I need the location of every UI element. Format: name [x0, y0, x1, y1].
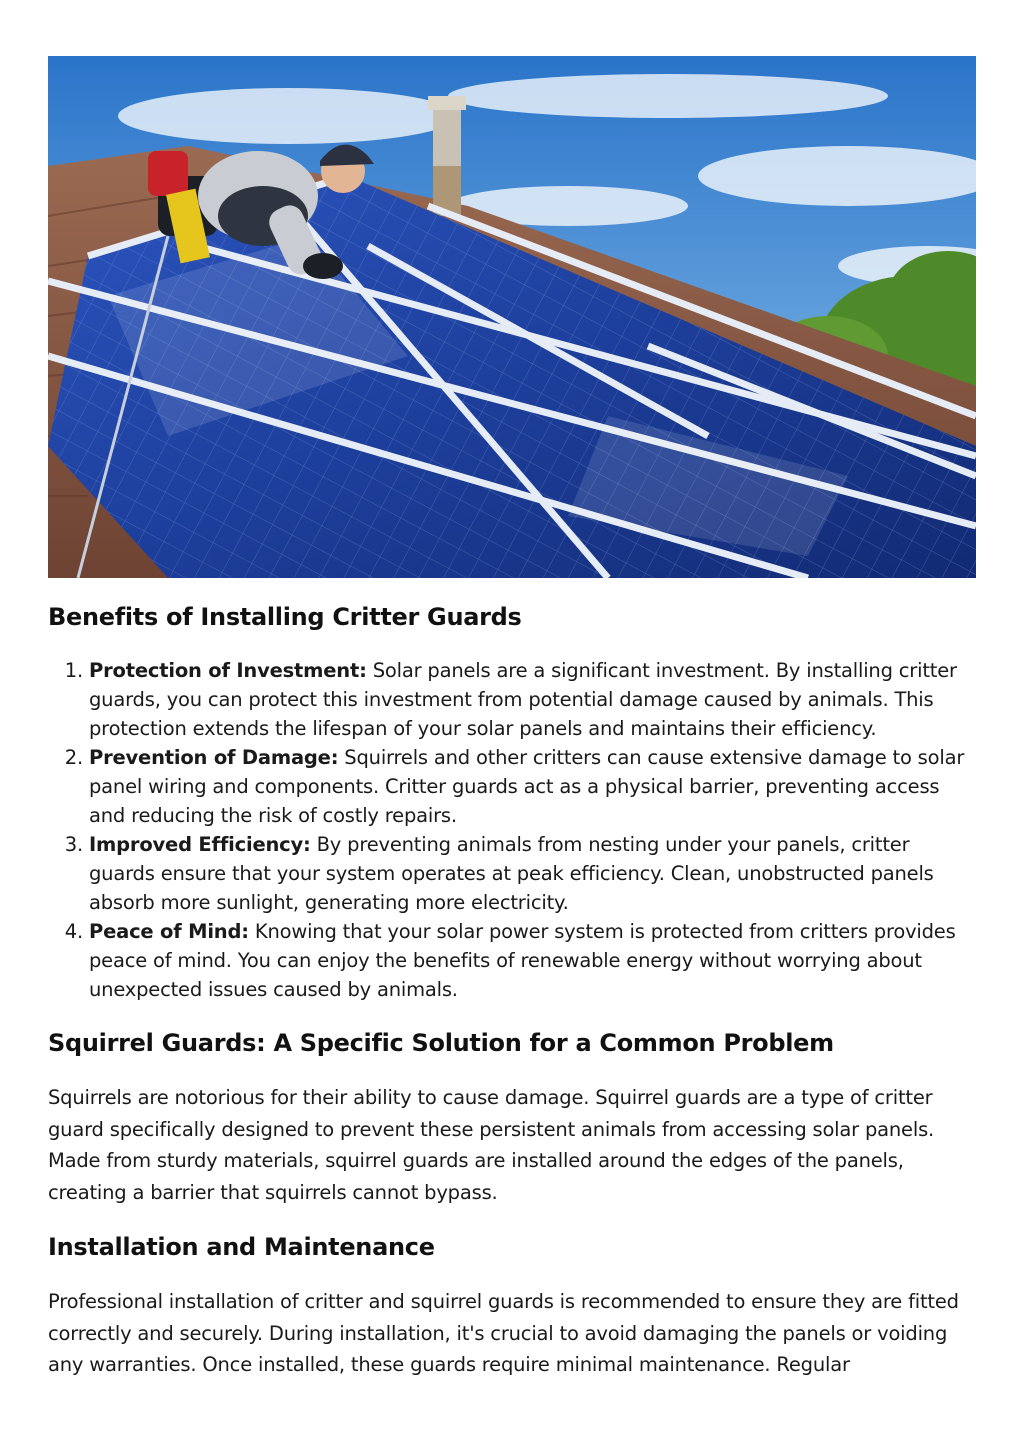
benefit-term: Improved Efficiency: — [89, 833, 311, 856]
document-page — [48, 56, 976, 1381]
list-item — [89, 656, 976, 743]
section-heading-squirrel-guards: Squirrel Guards: A Specific Solution for a Common Problem — [48, 1029, 834, 1057]
benefit-text: Solar panels are a significant investment. By installing critter guards, you can protect this investment from potential damage caused by animals. This protection extends the lifespan of your solar panels and maintains their efficiency. — [89, 659, 957, 740]
benefit-text: Knowing that your solar power system is protected from critters provides peace of mind. You can enjoy the benefits of renewable energy without worrying about unexpected issues caused by animals. — [89, 920, 956, 1001]
list-item — [89, 917, 976, 1004]
section-heading-benefits: Benefits of Installing Critter Guards — [48, 603, 522, 631]
list-item — [89, 830, 976, 917]
benefits-list — [48, 656, 976, 1004]
hero-image-solar-installer — [48, 56, 976, 578]
benefit-text: By preventing animals from nesting under your panels, critter guards ensure that your system operates at peak efficiency. Clean, unobstructed panels absorb more sunlight, generating more electricity. — [89, 833, 934, 914]
benefit-term: Protection of Investment: — [89, 659, 367, 682]
benefit-term: Prevention of Damage: — [89, 746, 339, 769]
section-heading-installation: Installation and Maintenance — [48, 1233, 435, 1261]
list-item — [89, 743, 976, 830]
solar-roof-illustration — [48, 56, 976, 578]
benefit-text: Squirrels and other critters can cause extensive damage to solar panel wiring and components. Critter guards act as a physical barrier, preventing access and reducing the risk of costly repairs. — [89, 746, 965, 827]
squirrel-guards-paragraph: Squirrels are notorious for their ability to cause damage. Squirrel guards are a type of critter guard specifically designed to prevent these persistent animals from accessing solar panels. Made from sturdy materials, squirrel guards are installed around the edges of the panels, creating a barrier that squirrels cannot bypass. — [48, 1086, 935, 1204]
chimney-vent — [428, 96, 466, 216]
installation-paragraph: Professional installation of critter and squirrel guards is recommended to ensure they are fitted correctly and securely. During installation, it's crucial to avoid damaging the panels or voiding any warranties. Once installed, these guards require minimal maintenance. Regular — [48, 1290, 959, 1376]
benefit-term: Peace of Mind: — [89, 920, 249, 943]
